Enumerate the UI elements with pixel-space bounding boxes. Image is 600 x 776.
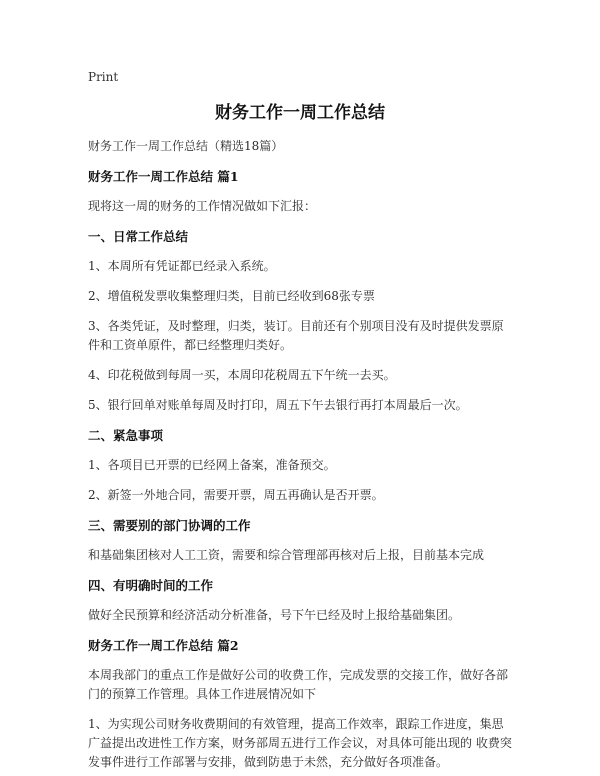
section-heading-daily-work: 一、日常工作总结: [88, 229, 189, 244]
paragraph-urgent-1: 1、各项目已开票的已经网上备案，准备预交。: [88, 458, 336, 472]
paragraph-item-2: 2、增值税发票收集整理归类，目前已经收到68张专票: [88, 289, 375, 303]
document-subtitle: 财务工作一周工作总结（精选18篇）: [88, 139, 284, 153]
paragraph-article-2-item-1: 1、为实现公司财务收费期间的有效管理，提高工作效率，跟踪工作进度，集思广益提出改进性工作方案，财务部周五进行工作会议，对具体可能出现的 收费突发事件进行工作部署与安排，做到防患于未然，充分做好各项准备。: [88, 717, 512, 769]
paragraph-coordination: 和基础集团核对人工工资，需要和综合管理部再核对后上报，目前基本完成: [88, 548, 485, 562]
section-heading-article-1: 财务工作一周工作总结 篇1: [88, 169, 239, 184]
section-heading-article-2: 财务工作一周工作总结 篇2: [88, 638, 239, 653]
print-label: Print: [88, 70, 119, 84]
paragraph-item-1: 1、本周所有凭证都已经录入系统。: [88, 259, 276, 273]
paragraph-item-3: 3、各类凭证，及时整理，归类，装订。目前还有个别项目没有及时提供发票原件和工资单原件，都已经整理归类好。: [88, 319, 504, 352]
section-heading-scheduled: 四、有明确时间的工作: [88, 578, 214, 593]
paragraph-article-2-intro: 本周我部门的重点工作是做好公司的收费工作，完成发票的交接工作，做好各部门的预算工作管理。具体工作进展情况如下: [88, 668, 509, 701]
section-heading-coordination: 三、需要别的部门协调的工作: [88, 518, 251, 533]
paragraph-scheduled: 做好全民预算和经济活动分析准备，号下午已经及时上报给基础集团。: [88, 608, 461, 622]
document-title: 财务工作一周工作总结: [215, 103, 385, 123]
section-heading-urgent: 二、紧急事项: [88, 428, 164, 443]
paragraph-item-5: 5、银行回单对账单每周及时打印，周五下午去银行再打本周最后一次。: [88, 398, 468, 412]
paragraph-item-4: 4、印花税做到每周一买，本周印花税周五下午统一去买。: [88, 368, 396, 382]
paragraph-intro: 现将这一周的财务的工作情况做如下汇报：: [88, 199, 317, 213]
paragraph-urgent-2: 2、新签一外地合同，需要开票，周五再确认是否开票。: [88, 488, 384, 502]
